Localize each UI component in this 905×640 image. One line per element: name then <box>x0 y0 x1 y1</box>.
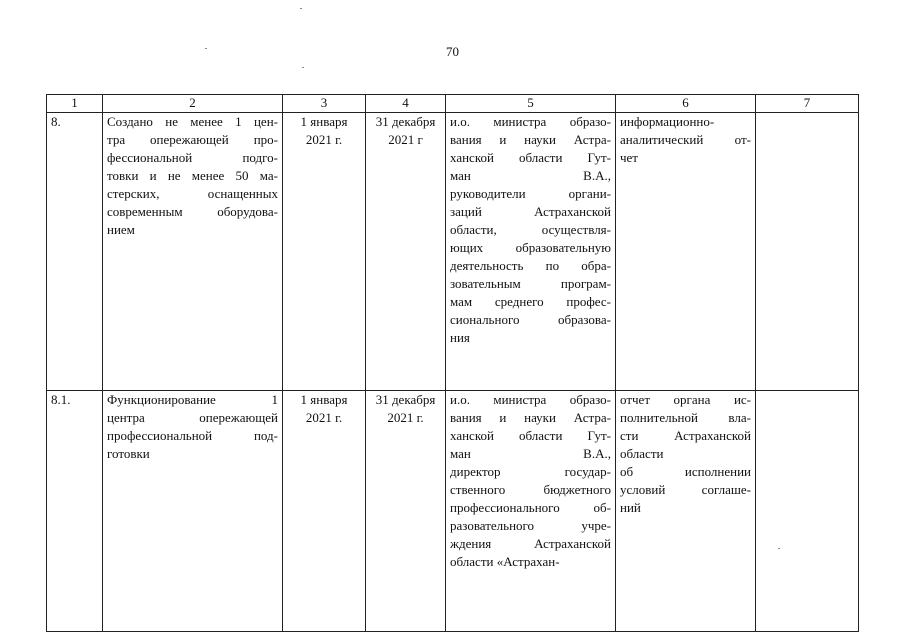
text-line: 1 января <box>300 392 348 407</box>
text-line: современным оборудова- <box>107 204 278 219</box>
text-line: области <box>620 446 664 461</box>
result-cell <box>616 391 756 632</box>
text-line: ханской области Гут- <box>450 150 611 165</box>
text-line: 1 января <box>300 114 348 129</box>
text-line: 2021 г. <box>387 410 424 425</box>
text-line: ющих образовательную <box>450 240 611 255</box>
text-line: 31 декабря <box>375 114 436 129</box>
text-line: тра опережающей про- <box>107 132 278 147</box>
text-line: разовательного учре- <box>450 518 611 533</box>
scan-speck <box>778 548 780 549</box>
responsible-cell <box>446 391 616 632</box>
text-line: мам среднего профес- <box>450 294 611 309</box>
header-cell-7: 7 <box>756 95 859 113</box>
text-line: ханской области Гут- <box>450 428 611 443</box>
text-line: чет <box>620 150 638 165</box>
text-line: полнительной вла- <box>620 410 751 425</box>
end-date-cell <box>366 113 446 391</box>
text-line: аналитический от- <box>620 132 751 147</box>
text-line: и.о. министра образо- <box>450 392 611 407</box>
text-line: 2021 г <box>388 132 423 147</box>
text-line: деятельность по обра- <box>450 258 611 273</box>
text-line: нием <box>107 222 135 237</box>
text-line: профессиональной под- <box>107 428 278 443</box>
text-line: стерских, оснащенных <box>107 186 278 201</box>
text-line: заций Астраханской <box>450 204 611 219</box>
scan-speck <box>302 67 304 68</box>
text-line: Создано не менее 1 цен- <box>107 114 278 129</box>
text-line: ния <box>450 330 470 345</box>
responsible-cell <box>446 113 616 391</box>
table-row <box>47 391 859 632</box>
start-date-cell <box>283 391 366 632</box>
table-row <box>47 113 859 391</box>
text-line: области «Астрахан- <box>450 554 560 569</box>
row-number-cell: 8. <box>47 113 103 391</box>
start-date-cell <box>283 113 366 391</box>
text-line: об исполнении <box>620 464 751 479</box>
text-line: вания и науки Астра- <box>450 132 611 147</box>
text-line: центра опережающей <box>107 410 278 425</box>
text-line: области, осуществля- <box>450 222 611 237</box>
text-line: товки и не менее 50 ма- <box>107 168 278 183</box>
text-line: ждения Астраханской <box>450 536 611 551</box>
column-7-cell <box>756 391 859 632</box>
text-line: ман В.А., <box>450 446 611 461</box>
header-cell-6: 6 <box>616 95 756 113</box>
row-number-cell: 8.1. <box>47 391 103 632</box>
text-line: ман В.А., <box>450 168 611 183</box>
text-line: директор государ- <box>450 464 611 479</box>
plan-table <box>46 94 859 632</box>
header-cell-5: 5 <box>446 95 616 113</box>
header-cell-3: 3 <box>283 95 366 113</box>
text-line: профессионального об- <box>450 500 611 515</box>
text-line: вания и науки Астра- <box>450 410 611 425</box>
text-line: информационно- <box>620 114 715 129</box>
event-name-cell <box>103 391 283 632</box>
text-line: Функционирование 1 <box>107 392 278 407</box>
text-line: сионального образова- <box>450 312 611 327</box>
header-cell-4: 4 <box>366 95 446 113</box>
result-cell <box>616 113 756 391</box>
text-line: ний <box>620 500 641 515</box>
header-row <box>47 95 859 113</box>
page-number: 70 <box>446 44 459 59</box>
text-line: условий соглаше- <box>620 482 751 497</box>
text-line: готовки <box>107 446 150 461</box>
scan-speck <box>300 8 302 9</box>
text-line: руководители органи- <box>450 186 611 201</box>
event-name-cell <box>103 113 283 391</box>
text-line: зовательным програм- <box>450 276 611 291</box>
text-line: отчет органа ис- <box>620 392 751 407</box>
header-cell-1: 1 <box>47 95 103 113</box>
scan-speck <box>205 48 207 49</box>
text-line: сти Астраханской <box>620 428 751 443</box>
end-date-cell <box>366 391 446 632</box>
column-7-cell <box>756 113 859 391</box>
text-line: фессиональной подго- <box>107 150 278 165</box>
text-line: ственного бюджетного <box>450 482 611 497</box>
text-line: 31 декабря <box>375 392 436 407</box>
text-line: 2021 г. <box>305 132 343 147</box>
header-cell-2: 2 <box>103 95 283 113</box>
text-line: и.о. министра образо- <box>450 114 611 129</box>
text-line: 2021 г. <box>305 410 343 425</box>
